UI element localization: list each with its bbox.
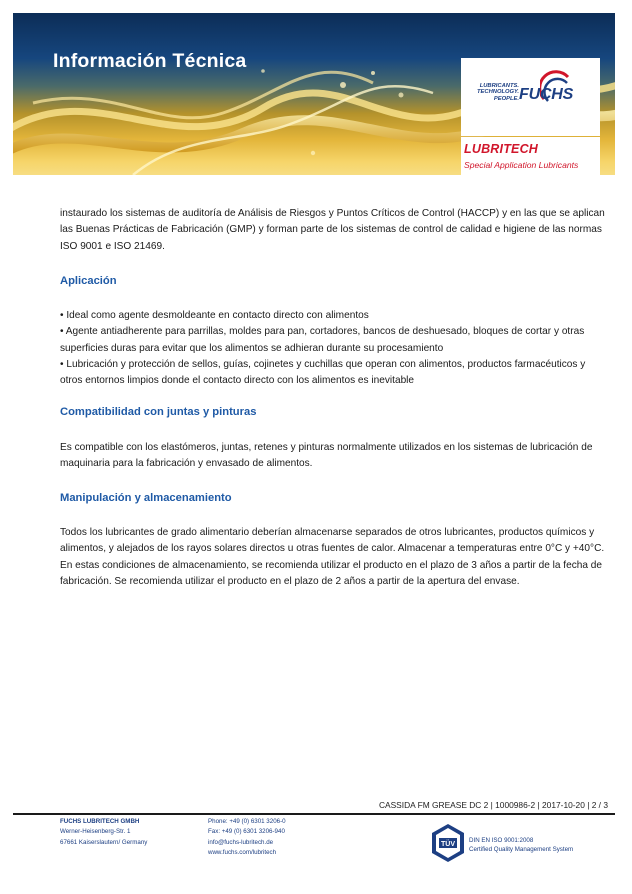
tuv-label: TÜV	[441, 841, 455, 848]
website-link[interactable]: www.fuchs.com/lubritech	[208, 848, 277, 856]
lubritech-logo	[461, 137, 600, 175]
footer-address	[60, 817, 147, 848]
section-heading-compatibility: Compatibilidad con juntas y pinturas	[60, 406, 257, 418]
brand-name: FUCHS	[519, 86, 574, 103]
footer-divider	[13, 813, 615, 815]
company-name: FUCHS LUBRITECH GMBH	[60, 818, 140, 825]
list-item: • Agente antiadherente para parrillas, moldes para pan, cortadores, bancos de deshuesado, bloques de cortar y otras superficies duras para evitar que los alimentos se adhieran durante su procesamiento	[60, 326, 585, 354]
page-title: Información Técnica	[53, 50, 247, 72]
certification-text	[469, 836, 573, 855]
application-list	[60, 308, 608, 389]
tagline-line: LUBRICANTS.	[479, 83, 519, 89]
document-reference: CASSIDA FM GREASE DC 2 | 1000986-2 | 2017-10-20 | 2 / 3	[378, 800, 608, 810]
street-address: Werner-Heisenberg-Str. 1	[60, 828, 131, 836]
section-heading-application: Aplicación	[60, 275, 117, 287]
compatibility-paragraph: Es compatible con los elastómeros, juntas, retenes y pinturas normalmente utilizados en los sistemas de lubricación de maquinaria para la fabricación y envasado de alimentos.	[60, 442, 593, 470]
intro-paragraph: instaurado los sistemas de auditoría de Análisis de Riesgos y Puntos Críticos de Control (HACCP) y en las que se aplican las Buenas Prácticas de Fabricación (GMP) y forman parte de los sistemas de control de calidad e higiene de las normas ISO 9001 e ISO 21469.	[60, 208, 605, 252]
city-address: 67661 Kaiserslautern/ Germany	[60, 838, 148, 846]
fuchs-logo	[461, 58, 600, 136]
tagline-line: PEOPLE.	[493, 95, 519, 102]
tuv-certification-icon	[430, 822, 466, 866]
handling-paragraph: Todos los lubricantes de grado alimentario deberían almacenarse separados de otros lubricantes, productos químicos y alimentos, y alejados de los rayos solares directos u otras fuentes de calor. Almacenar a temperaturas entre 0°C y +40°C. En estas condiciones de almacenamiento, se recomienda utilizar el producto en el plazo de 3 años a partir de la fecha de fabricación. Se recomienda utilizar el producto en el plazo de 2 años a partir de la apertura del envase.	[60, 527, 605, 587]
list-item: • Ideal como agente desmoldeante en contacto directo con alimentos	[60, 310, 369, 321]
tagline-line: TECHNOLOGY.	[477, 89, 519, 96]
email-link[interactable]: info@fuchs-lubritech.de	[208, 838, 274, 846]
section-heading-handling: Manipulación y almacenamiento	[60, 492, 232, 504]
cert-description: Certified Quality Management System	[469, 846, 574, 854]
lubritech-subtitle: Special Application Lubricants	[464, 160, 579, 170]
logo-tagline	[467, 83, 519, 102]
list-item: • Lubricación y protección de sellos, guías, cojinetes y cuchillas que operan con alimentos, productos farmacéuticos y otros entornos limpios donde el contacto directo con los alimentos es inevitable	[60, 358, 586, 387]
footer-contact	[208, 817, 286, 858]
header-banner	[13, 13, 615, 175]
fax-number: Fax: +49 (0) 6301 3206-940	[208, 828, 285, 836]
phone-number: Phone: +49 (0) 6301 3206-0	[208, 818, 286, 825]
cert-standard: DIN EN ISO 9001:2008	[469, 837, 534, 844]
lubritech-name: LUBRITECH	[464, 142, 539, 156]
